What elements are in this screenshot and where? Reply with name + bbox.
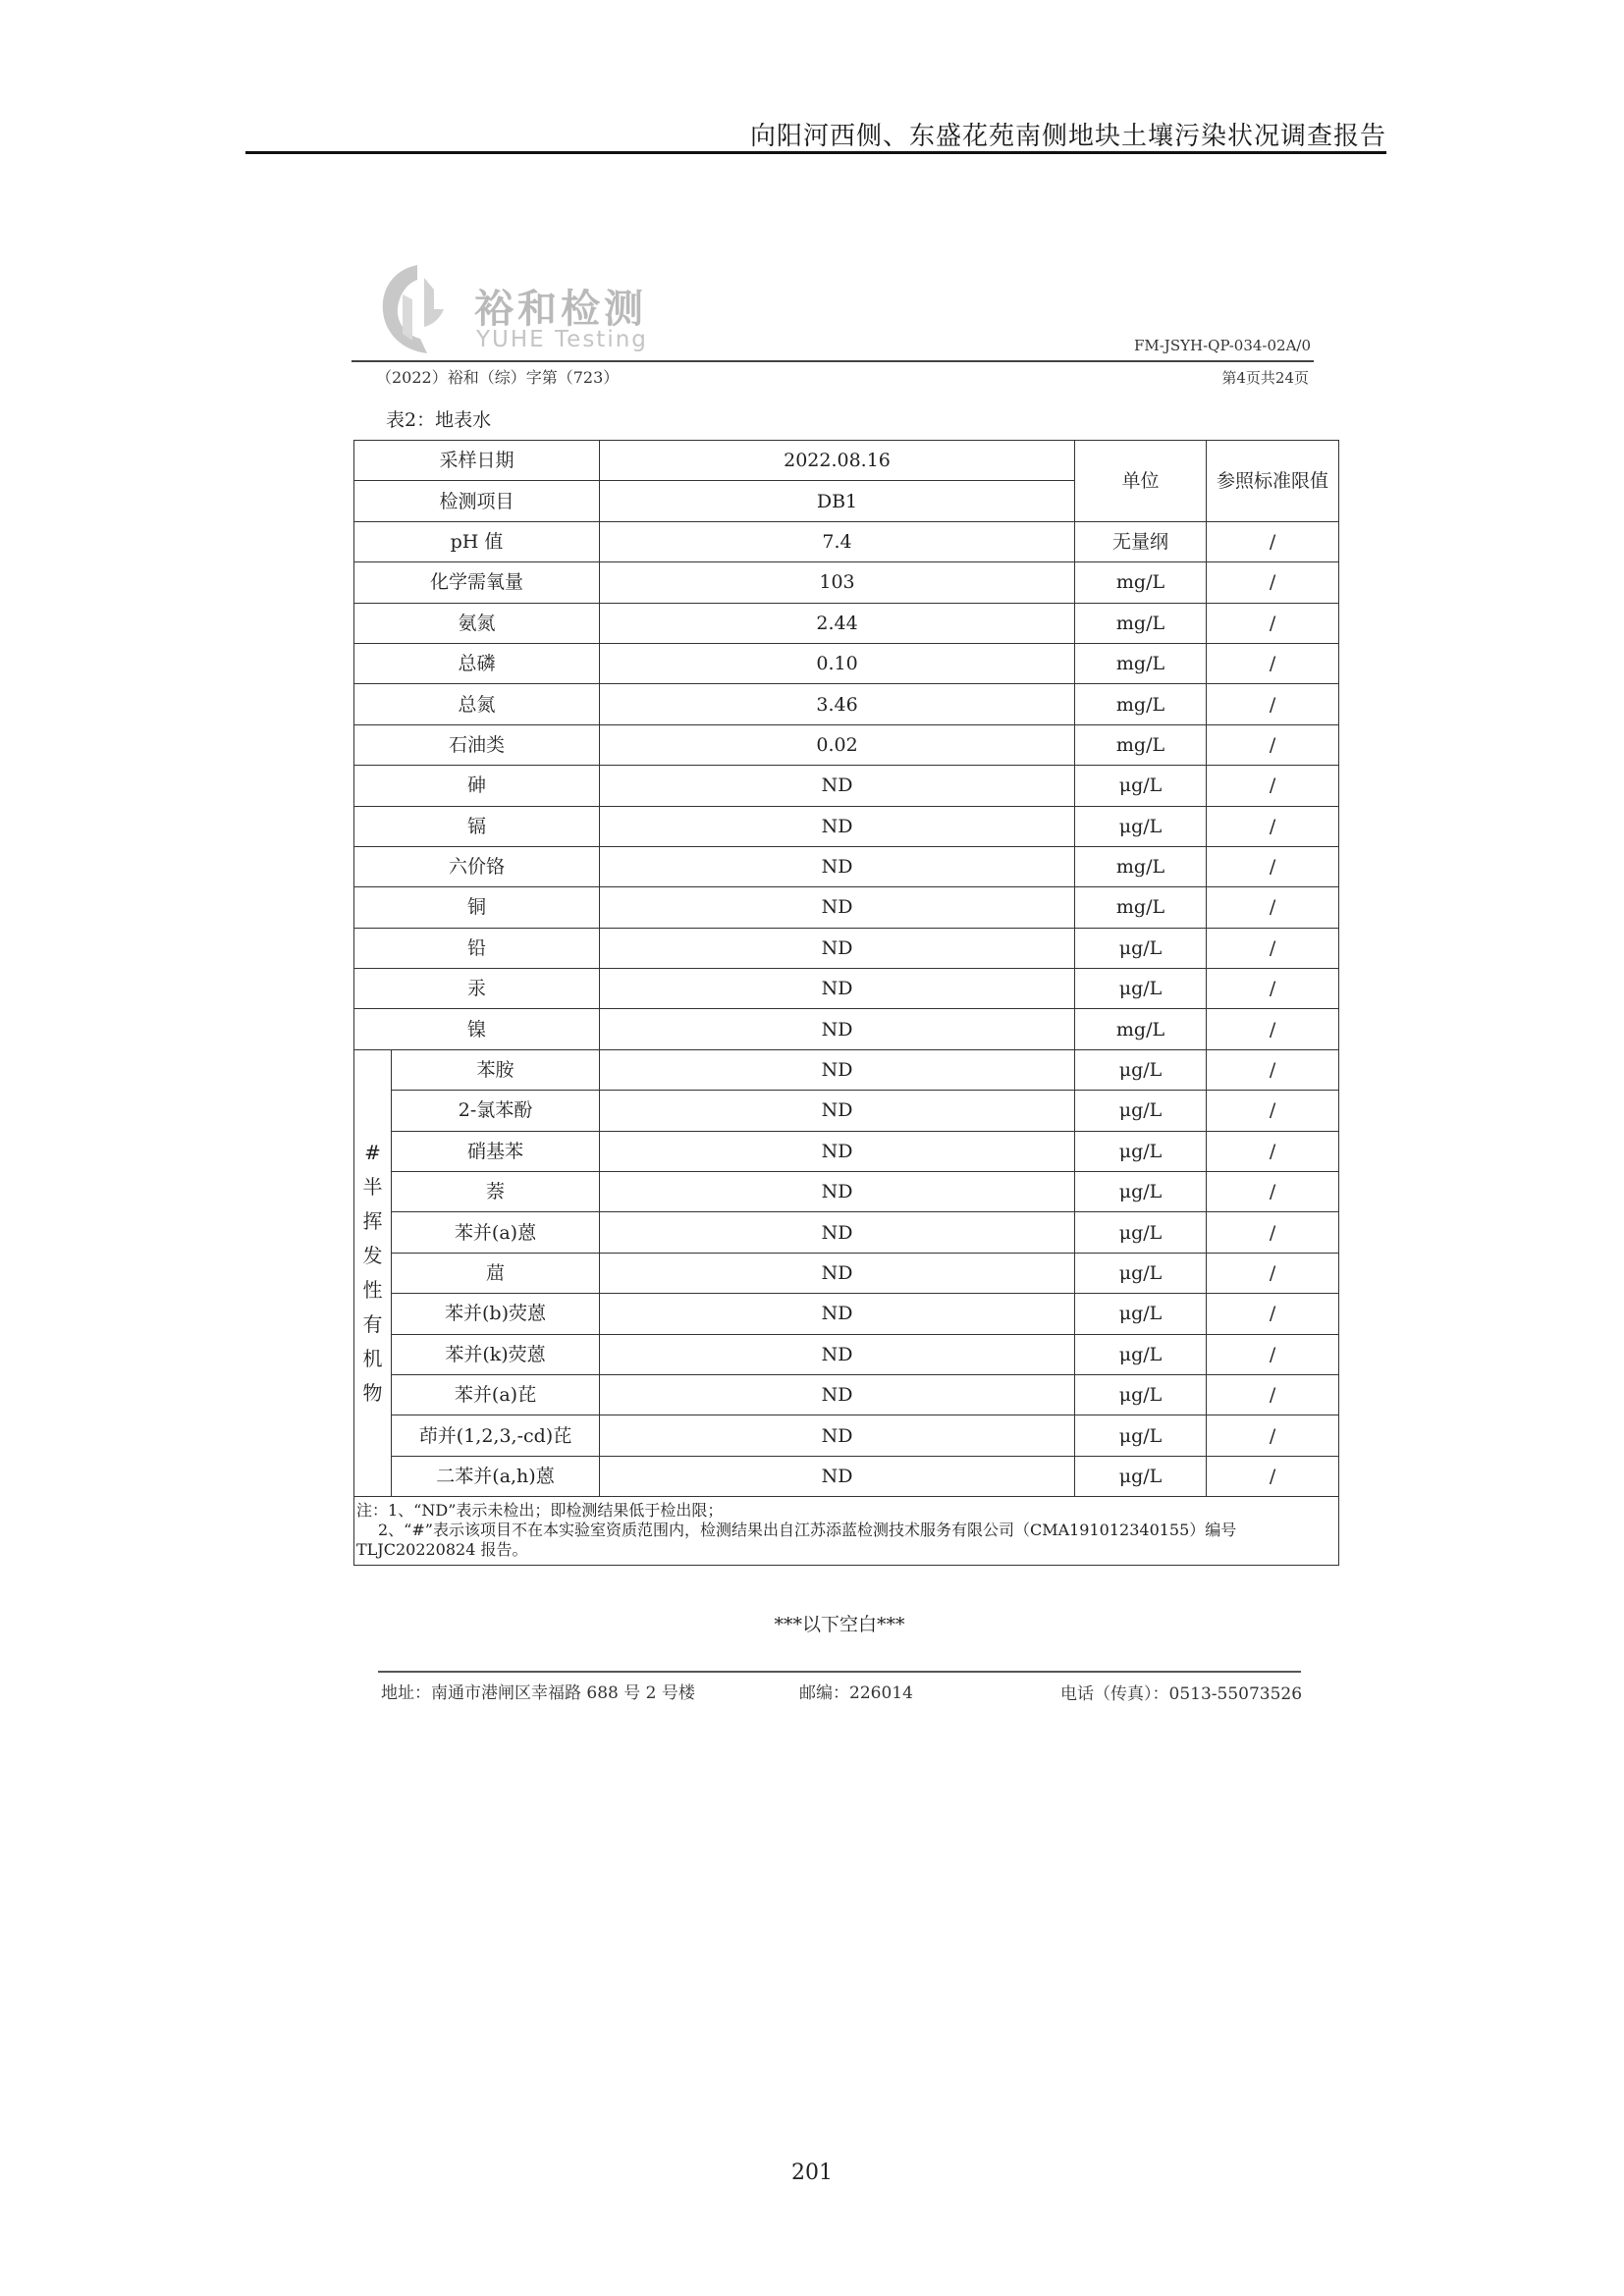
item-unit: μg/L: [1075, 806, 1207, 846]
item-limit: /: [1207, 1253, 1339, 1293]
table-row: [354, 603, 1339, 643]
footer-phone: 电话（传真）：0513-55073526: [1060, 1684, 1303, 1704]
item-unit: mg/L: [1075, 846, 1207, 886]
item-name: 二苯并(a,h)蒽: [392, 1456, 600, 1496]
item-value: ND: [600, 1294, 1075, 1334]
item-limit: /: [1207, 521, 1339, 561]
sample-id: DB1: [600, 481, 1075, 521]
item-value: ND: [600, 1456, 1075, 1496]
logo-english-text: YUHE Testing: [476, 327, 648, 352]
item-value: ND: [600, 1415, 1075, 1456]
table-notes: [354, 1497, 1339, 1566]
group-label-char: 有: [362, 1312, 383, 1336]
table-row: [354, 562, 1339, 603]
item-name: 萘: [392, 1172, 600, 1212]
sampling-date: 2022.08.16: [600, 441, 1075, 481]
footer-zip: 邮编：226014: [799, 1683, 913, 1703]
item-unit: μg/L: [1075, 1456, 1207, 1496]
table-row: [354, 1294, 1339, 1334]
item-limit: /: [1207, 1212, 1339, 1253]
item-unit: μg/L: [1075, 1334, 1207, 1374]
item-unit: mg/L: [1075, 603, 1207, 643]
item-value: ND: [600, 1131, 1075, 1171]
item-unit: μg/L: [1075, 1172, 1207, 1212]
table-row: [354, 969, 1339, 1009]
item-unit: μg/L: [1075, 1131, 1207, 1171]
item-unit: μg/L: [1075, 1253, 1207, 1293]
item-name: 苯并(b)荧蒽: [392, 1294, 600, 1334]
item-value: 0.10: [600, 643, 1075, 683]
table-row: [354, 1253, 1339, 1293]
item-limit: /: [1207, 1172, 1339, 1212]
item-name: 茚并(1,2,3,-cd)芘: [392, 1415, 600, 1456]
table-row: [354, 846, 1339, 886]
item-unit: μg/L: [1075, 969, 1207, 1009]
table-row: [354, 684, 1339, 724]
group-label-char: 挥: [362, 1209, 383, 1233]
footer-rule: [378, 1671, 1301, 1673]
logo-chinese-text: 裕和检测: [474, 287, 647, 332]
table-row: [354, 521, 1339, 561]
item-name: 铅: [354, 928, 600, 968]
sampling-date-label: 采样日期: [354, 441, 600, 481]
table-row: [354, 1456, 1339, 1496]
group-label: [354, 1049, 392, 1496]
group-label-char: 半: [362, 1175, 383, 1199]
page-number: 201: [791, 2161, 833, 2185]
item-unit: mg/L: [1075, 684, 1207, 724]
item-name: 总磷: [354, 643, 600, 683]
item-value: ND: [600, 1253, 1075, 1293]
item-name: 镍: [354, 1009, 600, 1049]
item-name: 砷: [354, 766, 600, 806]
item-unit: mg/L: [1075, 643, 1207, 683]
item-limit: /: [1207, 684, 1339, 724]
group-label-char: #: [364, 1141, 381, 1164]
item-header: 检测项目: [354, 481, 600, 521]
item-name: 六价铬: [354, 846, 600, 886]
item-value: ND: [600, 1049, 1075, 1090]
table-row: [354, 1374, 1339, 1415]
item-limit: /: [1207, 969, 1339, 1009]
item-unit: μg/L: [1075, 766, 1207, 806]
surface-water-table: [353, 440, 1339, 1566]
table-row: [354, 928, 1339, 968]
item-limit: /: [1207, 643, 1339, 683]
item-limit: /: [1207, 724, 1339, 765]
item-unit: μg/L: [1075, 1212, 1207, 1253]
table-row: [354, 1334, 1339, 1374]
note-line: TLJC20220824 报告。: [356, 1540, 528, 1560]
item-unit: mg/L: [1075, 887, 1207, 928]
item-limit: /: [1207, 1374, 1339, 1415]
item-name: 硝基苯: [392, 1131, 600, 1171]
item-name: 镉: [354, 806, 600, 846]
item-value: ND: [600, 928, 1075, 968]
table-row: [354, 1131, 1339, 1171]
item-limit: /: [1207, 928, 1339, 968]
blank-below-mark: ***以下空白***: [774, 1614, 905, 1635]
item-limit: /: [1207, 562, 1339, 603]
item-limit: /: [1207, 1049, 1339, 1090]
item-name: 2-氯苯酚: [392, 1091, 600, 1131]
header-row: [354, 441, 1339, 481]
table-row: [354, 1415, 1339, 1456]
item-name: 苯并(k)荧蒽: [392, 1334, 600, 1374]
item-limit: /: [1207, 1415, 1339, 1456]
item-value: ND: [600, 887, 1075, 928]
header-rule: [245, 151, 1386, 154]
item-value: 0.02: [600, 724, 1075, 765]
item-unit: μg/L: [1075, 1049, 1207, 1090]
item-name: 氨氮: [354, 603, 600, 643]
group-label-char: 机: [362, 1347, 383, 1370]
note-line: 注：1、“ND”表示未检出；即检测结果低于检出限；: [356, 1501, 724, 1521]
item-value: ND: [600, 1172, 1075, 1212]
item-value: ND: [600, 766, 1075, 806]
table-row: [354, 806, 1339, 846]
item-name: 苯并(a)芘: [392, 1374, 600, 1415]
item-value: ND: [600, 1212, 1075, 1253]
item-name: 总氮: [354, 684, 600, 724]
item-name: pH 值: [354, 521, 600, 561]
item-name: 铜: [354, 887, 600, 928]
item-unit: mg/L: [1075, 724, 1207, 765]
item-name: 汞: [354, 969, 600, 1009]
item-value: ND: [600, 1334, 1075, 1374]
page-header-title: 向阳河西侧、东盛花苑南侧地块土壤污染状况调查报告: [749, 122, 1386, 151]
item-limit: /: [1207, 1131, 1339, 1171]
item-unit: μg/L: [1075, 1294, 1207, 1334]
table-row: [354, 887, 1339, 928]
item-unit: μg/L: [1075, 928, 1207, 968]
table-row: [354, 1049, 1339, 1090]
item-unit: μg/L: [1075, 1415, 1207, 1456]
group-label-char: 物: [362, 1381, 383, 1405]
item-limit: /: [1207, 1091, 1339, 1131]
item-value: ND: [600, 846, 1075, 886]
report-top-rule: [352, 360, 1314, 362]
item-name: 石油类: [354, 724, 600, 765]
item-unit: mg/L: [1075, 562, 1207, 603]
table-row: [354, 1091, 1339, 1131]
item-limit: /: [1207, 1294, 1339, 1334]
item-limit: /: [1207, 603, 1339, 643]
item-value: ND: [600, 1009, 1075, 1049]
item-unit: μg/L: [1075, 1091, 1207, 1131]
item-limit: /: [1207, 887, 1339, 928]
limit-header: 参照标准限值: [1207, 441, 1339, 522]
footer-address: 地址：南通市港闸区幸福路 688 号 2 号楼: [381, 1683, 695, 1703]
note-line: 2、“#”表示该项目不在本实验室资质范围内，检测结果出自江苏添蓝检测技术服务有限公司（CMA191012340155）编号: [378, 1521, 1237, 1540]
item-unit: 无量纲: [1075, 521, 1207, 561]
item-limit: /: [1207, 1334, 1339, 1374]
report-page-info: 第4页共24页: [1221, 369, 1309, 387]
item-unit: μg/L: [1075, 1374, 1207, 1415]
item-limit: /: [1207, 806, 1339, 846]
table-caption: 表2：地表水: [386, 409, 492, 431]
table-row: [354, 1212, 1339, 1253]
table-row: [354, 643, 1339, 683]
item-unit: mg/L: [1075, 1009, 1207, 1049]
item-name: 苯胺: [392, 1049, 600, 1090]
yuhe-logo-icon: [373, 260, 461, 358]
table-row: [354, 766, 1339, 806]
item-name: 䓛: [392, 1253, 600, 1293]
item-value: 2.44: [600, 603, 1075, 643]
item-limit: /: [1207, 766, 1339, 806]
group-label-char: 性: [362, 1278, 383, 1302]
form-code: FM-JSYH-QP-034-02A/0: [1133, 337, 1311, 354]
notes-row: [354, 1497, 1339, 1566]
item-limit: /: [1207, 846, 1339, 886]
item-value: ND: [600, 1091, 1075, 1131]
item-value: ND: [600, 969, 1075, 1009]
table-row: [354, 1172, 1339, 1212]
group-label-char: 发: [362, 1244, 383, 1267]
item-limit: /: [1207, 1009, 1339, 1049]
document-number: （2022）裕和（综）字第（723）: [376, 368, 620, 387]
item-value: ND: [600, 806, 1075, 846]
item-name: 化学需氧量: [354, 562, 600, 603]
item-value: 3.46: [600, 684, 1075, 724]
item-name: 苯并(a)蒽: [392, 1212, 600, 1253]
table-row: [354, 1009, 1339, 1049]
item-value: 103: [600, 562, 1075, 603]
item-value: 7.4: [600, 521, 1075, 561]
unit-header: 单位: [1075, 441, 1207, 522]
table-row: [354, 724, 1339, 765]
item-value: ND: [600, 1374, 1075, 1415]
scanned-report: [349, 250, 1330, 1703]
item-limit: /: [1207, 1456, 1339, 1496]
